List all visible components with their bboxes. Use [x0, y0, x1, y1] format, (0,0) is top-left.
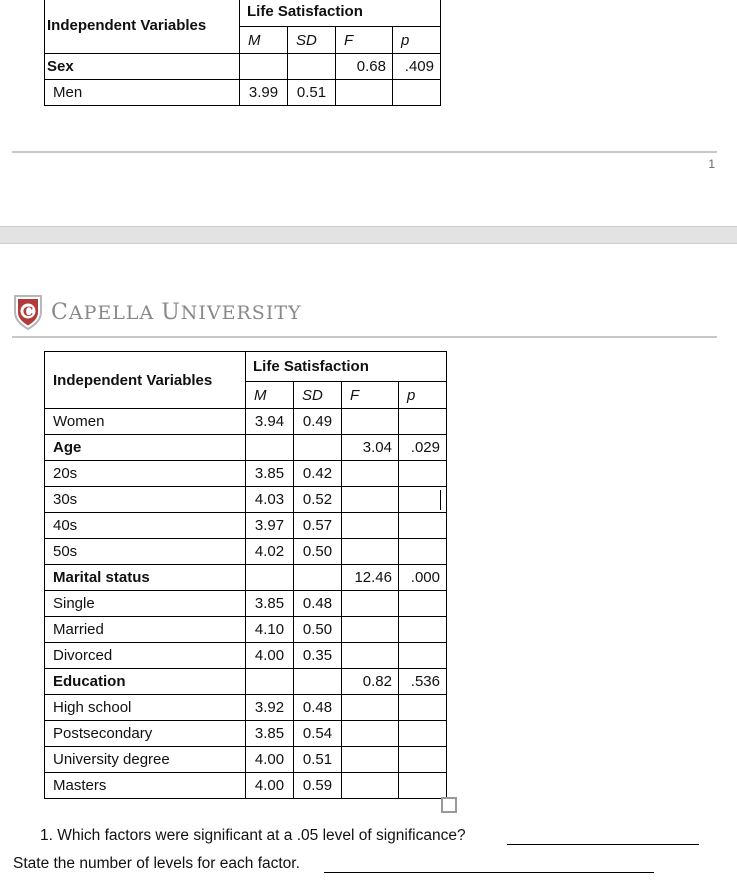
header-sd: SD — [294, 382, 342, 409]
table-row — [45, 487, 447, 513]
f-cell — [342, 773, 399, 799]
mean-cell: 3.99 — [240, 80, 288, 106]
mean-cell: 4.00 — [246, 747, 294, 773]
group-label: Sex — [45, 54, 240, 80]
level-label: 40s — [45, 513, 246, 539]
sd-cell: 0.48 — [294, 591, 342, 617]
header-independent-variables: Independent Variables — [45, 0, 240, 54]
p-cell — [399, 721, 447, 747]
header-f: F — [342, 382, 399, 409]
mean-cell: 3.85 — [246, 461, 294, 487]
header-p: p — [399, 382, 447, 409]
f-cell — [336, 80, 393, 106]
level-label: Masters — [45, 773, 246, 799]
sd-cell: 0.50 — [294, 539, 342, 565]
table-row — [45, 591, 447, 617]
header-rule — [12, 336, 717, 338]
p-cell — [399, 643, 447, 669]
table-row — [45, 669, 447, 695]
mean-cell: 3.85 — [246, 721, 294, 747]
checkbox[interactable] — [441, 797, 457, 813]
sd-cell — [294, 565, 342, 591]
header-p: p — [393, 27, 441, 54]
p-cell: .029 — [399, 435, 447, 461]
sd-cell — [294, 669, 342, 695]
answer-line-1[interactable] — [507, 844, 699, 845]
sd-cell — [294, 435, 342, 461]
group-label: Marital status — [45, 565, 246, 591]
header-independent-variables: Independent Variables — [45, 352, 246, 409]
p-cell: .409 — [393, 54, 441, 80]
p-cell — [399, 539, 447, 565]
level-label: High school — [45, 695, 246, 721]
sd-cell: 0.48 — [294, 695, 342, 721]
svg-text:C: C — [22, 305, 34, 320]
level-label: Women — [45, 409, 246, 435]
page-gap — [0, 226, 737, 244]
sd-cell: 0.57 — [294, 513, 342, 539]
table-row — [45, 54, 441, 80]
table-row — [45, 409, 447, 435]
document-page-2 — [0, 244, 737, 885]
table-row — [45, 513, 447, 539]
f-cell — [342, 643, 399, 669]
f-cell: 0.82 — [342, 669, 399, 695]
f-cell — [342, 539, 399, 565]
level-label: Men — [45, 80, 240, 106]
p-cell — [399, 461, 447, 487]
page-footer-rule — [12, 151, 717, 153]
f-cell — [342, 461, 399, 487]
sd-cell: 0.51 — [288, 80, 336, 106]
sd-cell: 0.42 — [294, 461, 342, 487]
f-cell — [342, 409, 399, 435]
question-1-sub: State the number of levels for each factor. — [13, 855, 300, 872]
f-cell — [342, 513, 399, 539]
sd-cell: 0.35 — [294, 643, 342, 669]
header-f: F — [336, 27, 393, 54]
f-cell — [342, 487, 399, 513]
mean-cell: 3.92 — [246, 695, 294, 721]
results-table-continued — [44, 0, 441, 106]
level-label: Postsecondary — [45, 721, 246, 747]
f-cell — [342, 695, 399, 721]
p-cell: .000 — [399, 565, 447, 591]
table-row — [45, 565, 447, 591]
table-row — [45, 435, 447, 461]
logo-wordmark: CAPELLA UNIVERSITY — [51, 299, 302, 325]
answer-line-2[interactable] — [324, 872, 654, 873]
p-cell — [399, 695, 447, 721]
level-label: Married — [45, 617, 246, 643]
sd-cell: 0.50 — [294, 617, 342, 643]
f-cell: 12.46 — [342, 565, 399, 591]
question-1: 1. Which factors were significant at a .05 level of significance? — [40, 827, 466, 844]
capella-shield-icon — [13, 294, 43, 330]
p-cell — [399, 617, 447, 643]
p-cell — [399, 747, 447, 773]
level-label: Single — [45, 591, 246, 617]
mean-cell: 4.02 — [246, 539, 294, 565]
sd-cell: 0.59 — [294, 773, 342, 799]
group-label: Education — [45, 669, 246, 695]
level-label: University degree — [45, 747, 246, 773]
level-label: Divorced — [45, 643, 246, 669]
sd-cell: 0.54 — [294, 721, 342, 747]
mean-cell: 4.00 — [246, 643, 294, 669]
level-label: 20s — [45, 461, 246, 487]
f-cell — [342, 721, 399, 747]
page-number: 1 — [708, 157, 715, 171]
p-cell — [399, 513, 447, 539]
mean-cell: 4.00 — [246, 773, 294, 799]
p-cell — [399, 591, 447, 617]
f-cell: 0.68 — [336, 54, 393, 80]
sd-cell — [288, 54, 336, 80]
text-cursor — [440, 490, 441, 510]
table-row — [45, 721, 447, 747]
level-label: 30s — [45, 487, 246, 513]
table-row — [45, 461, 447, 487]
f-cell — [342, 617, 399, 643]
mean-cell — [240, 54, 288, 80]
table-row — [45, 747, 447, 773]
p-cell — [399, 773, 447, 799]
f-cell — [342, 591, 399, 617]
table-row — [45, 695, 447, 721]
f-cell: 3.04 — [342, 435, 399, 461]
level-label: 50s — [45, 539, 246, 565]
group-label: Age — [45, 435, 246, 461]
header-m: M — [246, 382, 294, 409]
results-table — [44, 351, 447, 799]
capella-university-logo — [13, 294, 302, 330]
table-row — [45, 80, 441, 106]
p-cell — [399, 409, 447, 435]
table-row — [45, 773, 447, 799]
document-page-1 — [0, 0, 737, 226]
mean-cell: 4.03 — [246, 487, 294, 513]
f-cell — [342, 747, 399, 773]
mean-cell: 3.94 — [246, 409, 294, 435]
p-cell: .536 — [399, 669, 447, 695]
mean-cell: 4.10 — [246, 617, 294, 643]
sd-cell: 0.49 — [294, 409, 342, 435]
table-row — [45, 617, 447, 643]
sd-cell: 0.51 — [294, 747, 342, 773]
table-row — [45, 539, 447, 565]
mean-cell: 3.97 — [246, 513, 294, 539]
mean-cell: 3.85 — [246, 591, 294, 617]
mean-cell — [246, 565, 294, 591]
header-life-satisfaction: Life Satisfaction — [246, 352, 447, 382]
mean-cell — [246, 669, 294, 695]
header-sd: SD — [288, 27, 336, 54]
p-cell — [393, 80, 441, 106]
header-m: M — [240, 27, 288, 54]
mean-cell — [246, 435, 294, 461]
sd-cell: 0.52 — [294, 487, 342, 513]
header-life-satisfaction: Life Satisfaction — [240, 0, 441, 27]
table-row — [45, 643, 447, 669]
